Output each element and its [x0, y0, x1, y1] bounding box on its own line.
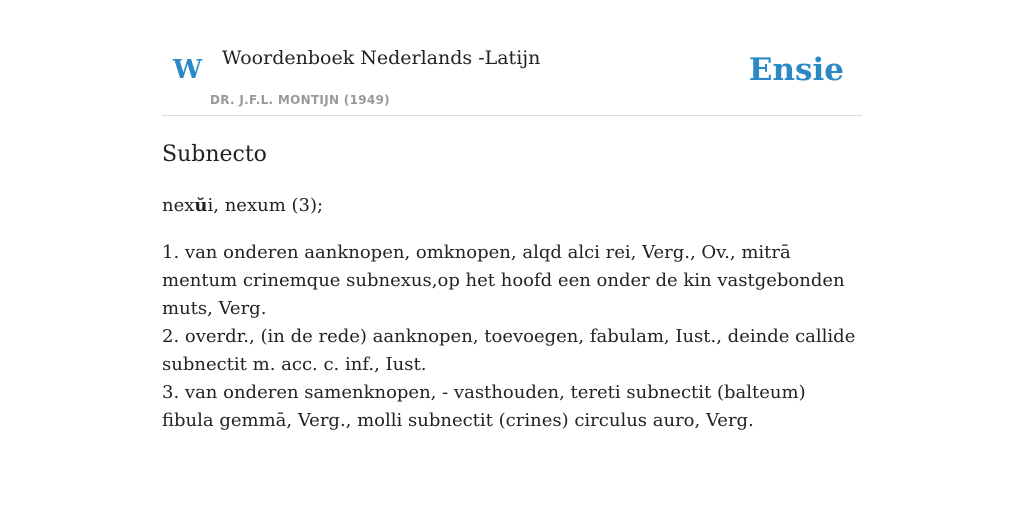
forms-suffix: i, nexum (3);: [207, 195, 324, 216]
sense-3: 3. van onderen samenknopen, - vasthouden, tereti subnectit (balteum) fibula gemmā, Verg., molli subnectit (crines) circulus auro, Verg.: [162, 382, 806, 431]
dictionary-header: [162, 30, 862, 116]
forms-prefix: nex: [162, 195, 195, 216]
sense-2: 2. overdr., (in de rede) aanknopen, toevoegen, fabulam, Iust., deinde callide subnectit m. acc. c. inf., Iust.: [162, 326, 856, 375]
sense-1: 1. van onderen aanknopen, omknopen, alqd alci rei, Verg., Ov., mitrā mentum crinemque subnexus,op het hoofd een onder de kin vastgebonden muts, Verg.: [162, 242, 845, 319]
ensie-logo[interactable]: Ensie: [748, 52, 844, 88]
entry-forms: [162, 192, 323, 220]
dictionary-title-link[interactable]: Woordenboek Nederlands -Latijn: [222, 47, 541, 69]
dictionary-author: DR. J.F.L. MONTIJN (1949): [210, 93, 390, 107]
entry-title: Subnecto: [162, 142, 267, 167]
dictionary-logo-icon[interactable]: W: [173, 55, 203, 85]
entry-senses: [162, 239, 862, 435]
forms-emphasis: ŭ: [194, 195, 208, 216]
